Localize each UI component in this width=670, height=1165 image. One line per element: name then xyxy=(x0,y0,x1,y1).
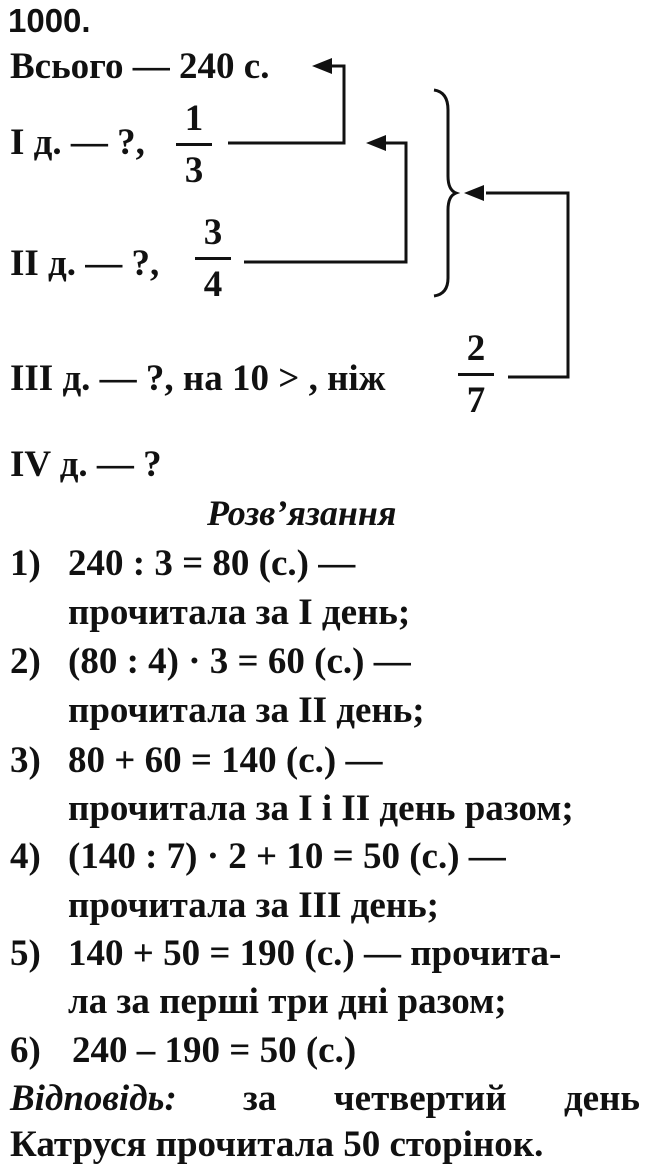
step-number: 4) xyxy=(10,836,41,877)
arrow-day1-to-total xyxy=(228,66,344,143)
arrowhead-icon xyxy=(366,135,386,151)
condition-total: Всього — 240 с. xyxy=(10,46,270,87)
step-explanation: ла за перші три дні разом; xyxy=(68,981,507,1022)
step-expression: 240 : 3 = 80 (с.) — xyxy=(68,543,356,584)
arrowhead-icon xyxy=(312,58,332,74)
step-number: 1) xyxy=(10,543,41,584)
answer-line-1: за четвертий день xyxy=(243,1078,640,1119)
condition-day1: I д. — ?, xyxy=(10,122,145,163)
fraction-day3-numerator: 2 xyxy=(466,328,486,369)
answer-line-2: Катруся прочитала 50 сторінок. xyxy=(10,1124,544,1165)
problem-number: 1000. xyxy=(8,2,91,39)
step-expression: 80 + 60 = 140 (с.) — xyxy=(68,740,383,781)
step-number: 3) xyxy=(10,740,41,781)
step-explanation: прочитала за I і II день разом; xyxy=(68,788,574,829)
fraction-day1-denominator: 3 xyxy=(184,150,204,191)
arrow-day3-to-brace xyxy=(486,193,568,377)
step-explanation: прочитала за II день; xyxy=(68,690,425,731)
condition-day4: IV д. — ? xyxy=(10,444,162,485)
step-explanation: прочитала за III день; xyxy=(68,885,439,926)
arrow-day2-to-day1 xyxy=(244,143,406,262)
step-number: 5) xyxy=(10,933,41,974)
condition-day2: II д. — ?, xyxy=(10,243,160,284)
fraction-day2-denominator: 4 xyxy=(203,264,223,305)
step-expression: 240 – 190 = 50 (с.) xyxy=(72,1030,357,1071)
step-number: 2) xyxy=(10,641,41,682)
arrowhead-icon xyxy=(464,185,484,201)
condition-day3: III д. — ?, на 10 > , ніж xyxy=(10,358,386,399)
step-explanation: прочитала за I день; xyxy=(68,592,411,633)
diagram-arrows xyxy=(0,0,670,460)
curly-brace xyxy=(434,90,456,296)
step-expression: (80 : 4) · 3 = 60 (с.) — xyxy=(68,641,411,682)
step-number: 6) xyxy=(10,1030,41,1071)
step-expression: (140 : 7) · 2 + 10 = 50 (с.) — xyxy=(68,836,506,877)
fraction-day1-numerator: 1 xyxy=(184,98,204,139)
fraction-day2-numerator: 3 xyxy=(203,212,223,253)
step-expression: 140 + 50 = 190 (с.) — прочита- xyxy=(68,933,562,974)
fraction-day3-denominator: 7 xyxy=(466,380,486,421)
answer-label: Відповідь: xyxy=(10,1078,177,1119)
solution-heading: Розв’язання xyxy=(207,493,397,533)
